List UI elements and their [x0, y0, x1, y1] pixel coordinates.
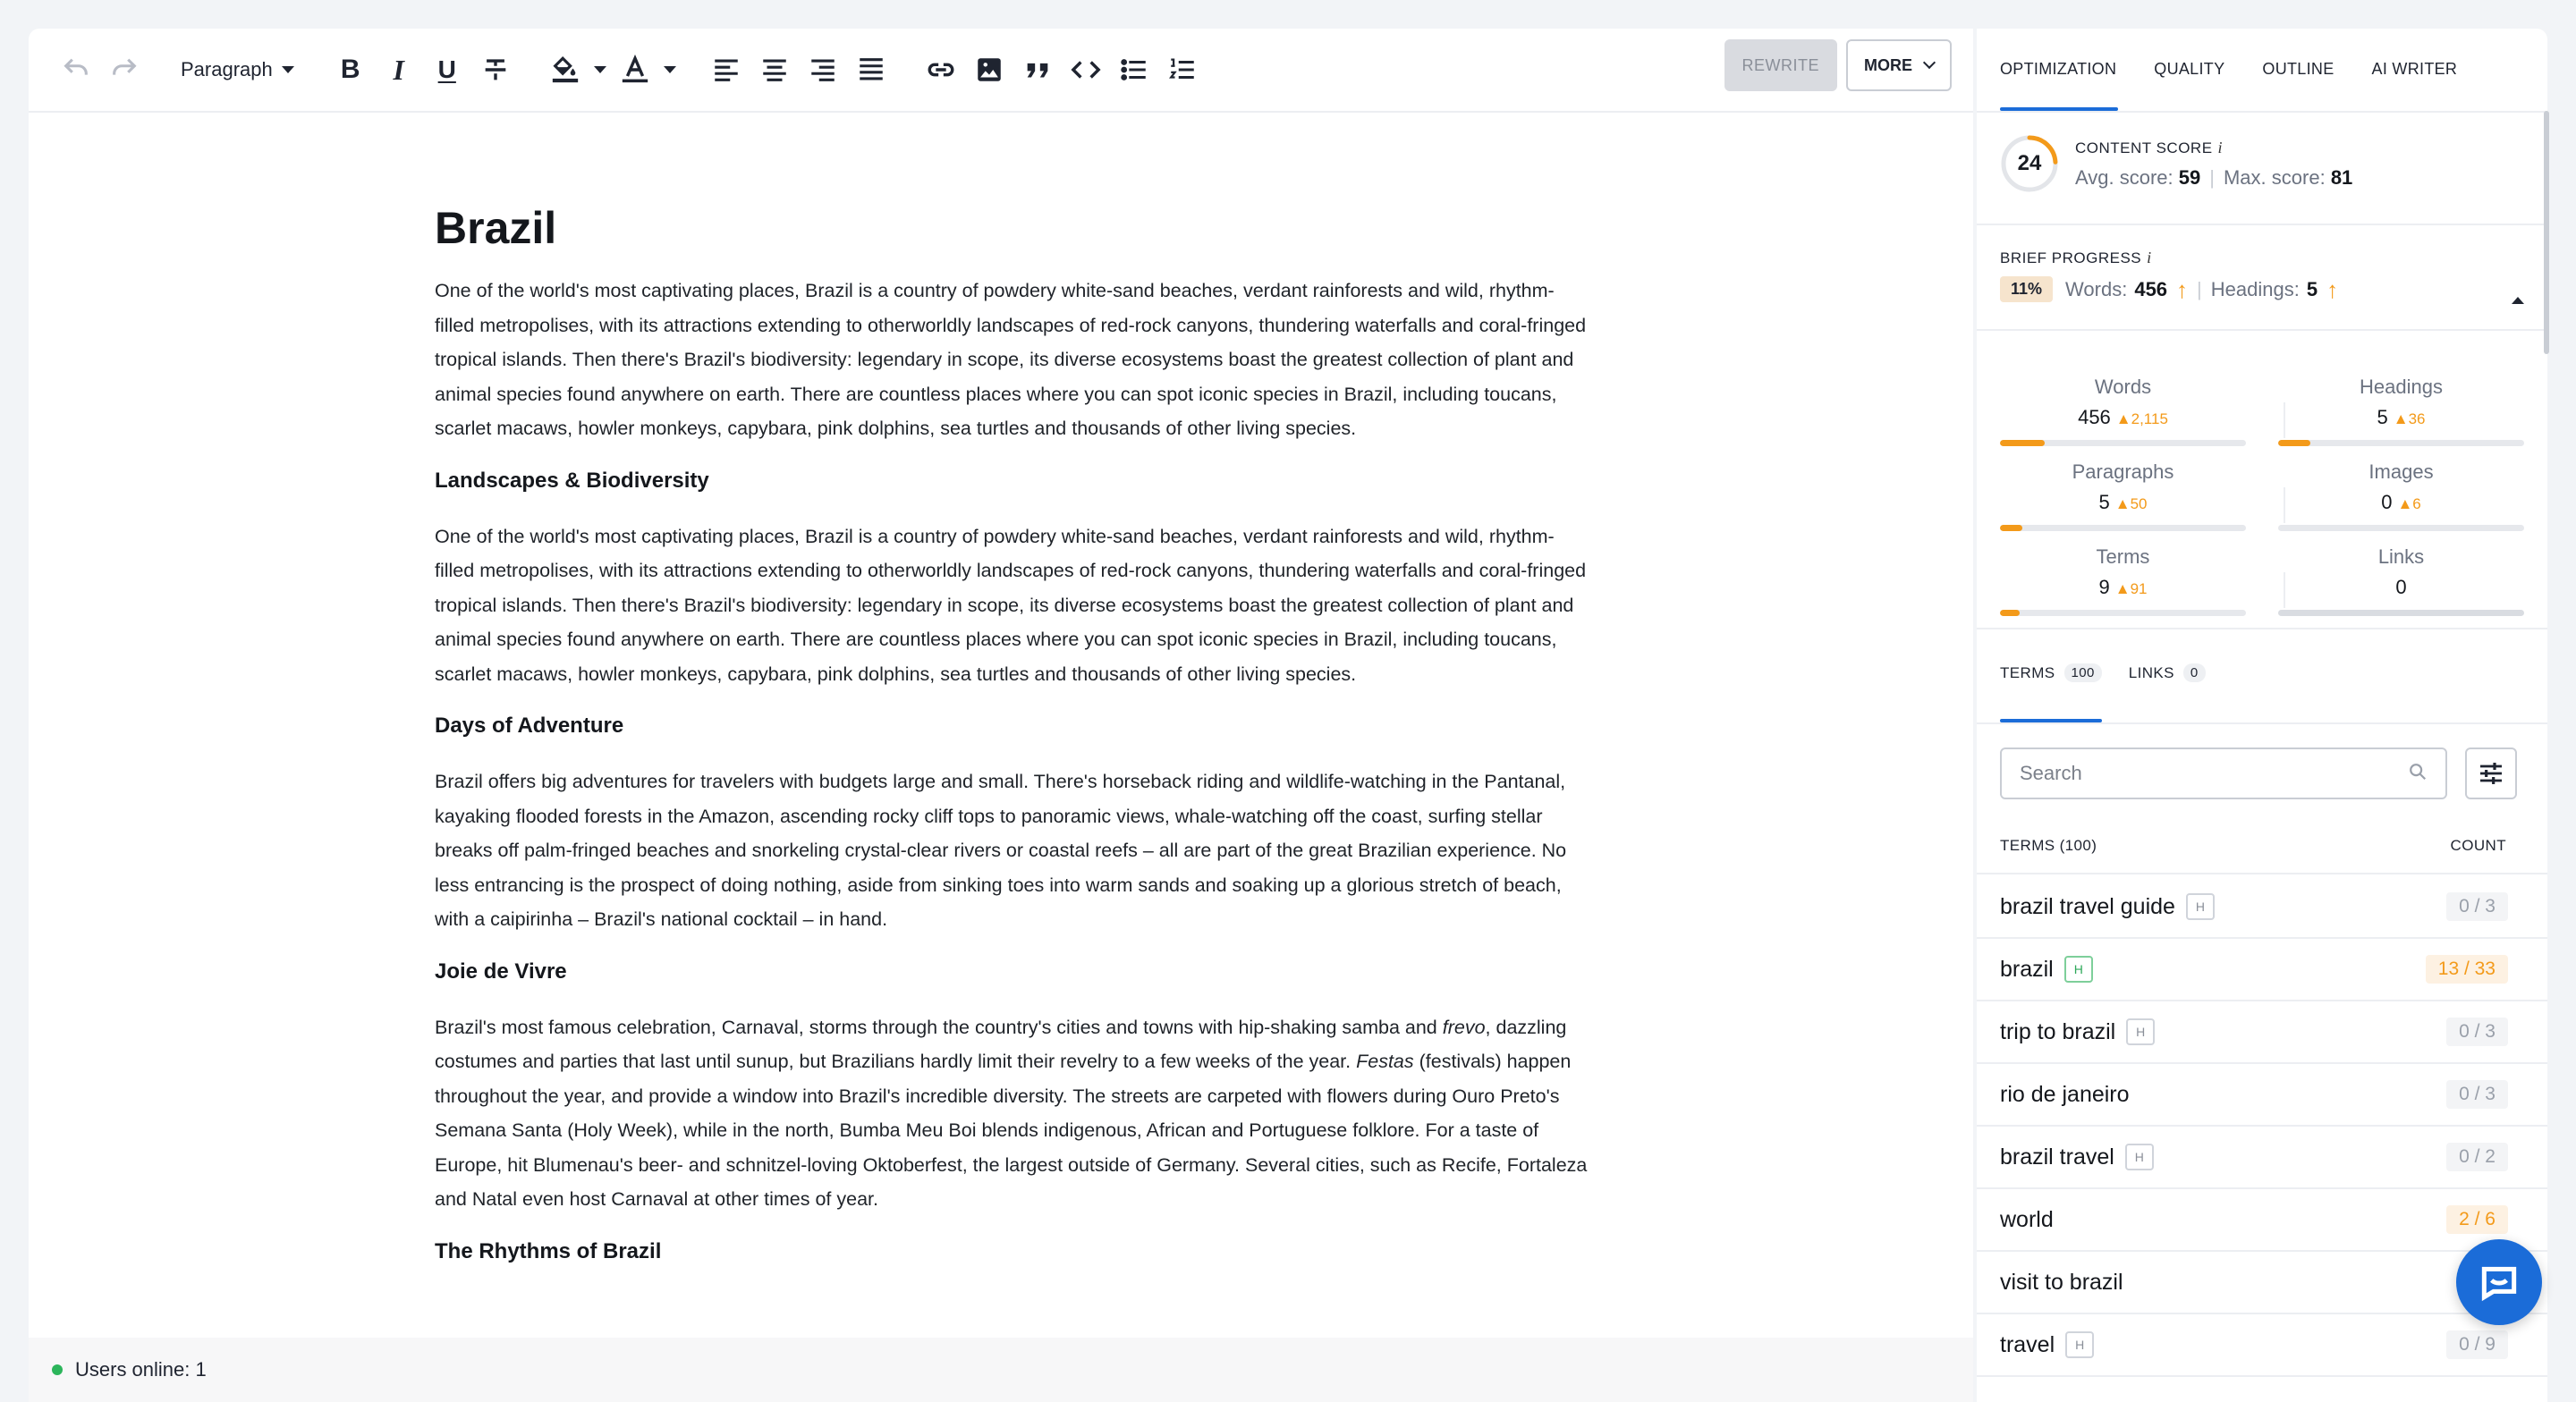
sliders-icon [2477, 759, 2505, 788]
editor-toolbar [29, 29, 1973, 113]
align-center-icon [759, 55, 790, 85]
max-score-label: Max. score: [2223, 165, 2326, 189]
more-button[interactable] [1846, 39, 1952, 91]
heading-badge: H [2125, 1144, 2154, 1170]
brief-progress-label: BRIEF PROGRESS [2000, 249, 2142, 266]
code-icon [1071, 55, 1101, 85]
brief-progress: BRIEF PROGRESS i 11% Words: 456 ↑ | Headings: 5 ↑ [2000, 249, 2524, 302]
italic-button[interactable] [375, 46, 423, 94]
term-name [2000, 1144, 2154, 1170]
info-icon[interactable]: i [2217, 138, 2224, 156]
term-label: brazil travel [2000, 1144, 2114, 1170]
term-count: 0 / 3 [2446, 1080, 2508, 1109]
term-name [2000, 1018, 2155, 1045]
brief-words-value: 456 [2134, 277, 2168, 300]
term-label: rio de janeiro [2000, 1081, 2130, 1107]
paragraph[interactable]: Brazil offers big adventures for travelers with budgets large and small. There's horseback riding and wildlife-watching in the Pantanal, kayaking flooded forests in the Amazon, ascending rocky cliff tops to panoramic views, whale-watching off the coast, surfing stellar breaks off palm-fringed beaches and snorkeling crystal-clear rivers or coastal reefs – all are part of the great Brazilian experience. No less entrancing is the prospect of doing nothing, aside from sinking toes into warm sands and soaking up a glorious stretch of beach, with a caipirinha – Brazil's national cocktail – in hand. [435, 771, 1567, 930]
term-count: 0 / 2 [2446, 1143, 2508, 1171]
progress-bar [2278, 610, 2524, 616]
text-run: Brazil's most famous celebration, Carnaval, storms through the country's cities and towns with hip-shaking samba and [435, 1016, 1443, 1038]
brief-words-label: Words: [2065, 277, 2128, 300]
term-name [2000, 1082, 2130, 1108]
underline-button[interactable] [423, 46, 471, 94]
tab-optimization[interactable]: OPTIMIZATION [2000, 59, 2117, 78]
term-label: trip to brazil [2000, 1018, 2116, 1044]
panel-scrollbar[interactable] [2544, 111, 2549, 354]
text-run: (festivals) happen throughout the year, and provide a window into Brazil's incredible diversity. The streets are carpeted with flowers during Ouro Preto's Semana Santa (Holy Week), while in the north, Bumba Meu Boi blends indigenous, African and Portuguese folklore. For a taste of Europe, hit Blumenau's beer- and schnitzel-loving Oktoberfest, the largest outside of Germany. Several cities, such as Recife, Fortaleza and Natal even host Carnaval at other times of year. [435, 1051, 1588, 1210]
stat-terms: Terms 9 ▲91 [2000, 545, 2262, 630]
redo-button[interactable] [100, 46, 148, 94]
term-count: 13 / 33 [2426, 955, 2508, 984]
paragraph-style-label: Paragraph [181, 58, 273, 80]
align-center-button[interactable] [750, 46, 799, 94]
rewrite-button[interactable]: REWRITE [1724, 39, 1838, 91]
progress-bar [2278, 440, 2524, 446]
term-row[interactable] [1977, 939, 2547, 1001]
heading[interactable]: Days of Adventure [435, 714, 624, 738]
heading[interactable]: The Rhythms of Brazil [435, 1238, 662, 1263]
terms-search [2000, 747, 2447, 799]
heading[interactable]: Landscapes & Biodiversity [435, 468, 709, 493]
search-icon [2408, 762, 2428, 786]
content-score: 24 CONTENT SCORE i Avg. score: 59 | Max. score: 81 [2000, 134, 2352, 193]
more-label: MORE [1864, 55, 1912, 74]
arrow-up-icon: ↑ [2176, 275, 2189, 303]
numbered-list-icon [1167, 55, 1198, 85]
term-row[interactable] [1977, 1064, 2547, 1127]
status-bar [29, 1338, 1973, 1402]
tab-ai-writer[interactable]: AI WRITER [2371, 59, 2458, 78]
online-indicator-icon [52, 1364, 63, 1375]
tab-terms[interactable]: TERMS 100 [2000, 663, 2102, 682]
bold-button[interactable] [326, 46, 375, 94]
paragraph[interactable]: One of the world's most captivating places, Brazil is a country of powdery white-sand beaches, verdant rainforests and wild, rhythm-filled metropolises, with its attractions extending to otherworldly landscapes of red-rock canyons, thundering waterfalls and coral-fringed tropical islands. Then there's Brazil's biodiversity: legendary in scope, its diverse ecosystems boast the greatest collection of plant and animal species found anywhere on earth. There are countless places where you can spot iconic species in Brazil, including toucans, scarlet macaws, howler monkeys, capybara, pink dolphins, sea turtles and thousands of other living species. [435, 280, 1587, 439]
heading-badge: H [2064, 956, 2093, 983]
brief-percent-badge: 11% [2000, 276, 2053, 302]
collapse-caret-icon[interactable] [2512, 297, 2524, 304]
tab-links[interactable]: LINKS 0 [2129, 663, 2206, 682]
term-count: 2 / 6 [2446, 1205, 2508, 1234]
fill-color-icon [550, 55, 580, 85]
text-color-dropdown[interactable] [659, 46, 681, 94]
brief-headings-label: Headings: [2210, 277, 2300, 300]
term-count: 0 / 9 [2446, 1330, 2508, 1359]
term-name [2000, 1331, 2094, 1358]
term-name [2000, 956, 2093, 983]
stat-words: Words 456 ▲2,115 [2000, 376, 2262, 460]
brief-stats [2000, 376, 2524, 630]
caret-down-icon [594, 66, 606, 73]
numbered-list-button[interactable] [1158, 46, 1207, 94]
strikethrough-icon [480, 55, 511, 85]
filter-button[interactable] [2465, 747, 2517, 799]
search-input[interactable] [2020, 762, 2408, 785]
progress-bar [2278, 525, 2524, 531]
panel-tabs [1977, 29, 2547, 109]
stat-images: Images 0 ▲6 [2262, 460, 2524, 545]
term-row[interactable] [1977, 1001, 2547, 1064]
italic-icon: I [393, 53, 404, 86]
chevron-down-icon [1923, 56, 1936, 69]
image-button[interactable] [965, 46, 1013, 94]
paragraph[interactable] [435, 1010, 1589, 1217]
align-right-button[interactable] [799, 46, 847, 94]
text-color-button[interactable] [611, 46, 659, 94]
term-label: world [2000, 1206, 2054, 1232]
term-label: brazil travel guide [2000, 893, 2175, 919]
strikethrough-button[interactable] [471, 46, 520, 94]
term-row[interactable] [1977, 1314, 2547, 1377]
score-ring [2000, 134, 2059, 193]
term-row[interactable] [1977, 876, 2547, 939]
term-name [2000, 1207, 2054, 1233]
term-row[interactable] [1977, 1127, 2547, 1189]
editor-pane [29, 29, 1973, 1402]
bullet-list-icon [1119, 55, 1149, 85]
term-label: travel [2000, 1331, 2055, 1357]
align-justify-button[interactable] [847, 46, 895, 94]
max-score-value: 81 [2330, 165, 2353, 189]
paragraph-style-dropdown[interactable] [170, 46, 305, 94]
bold-icon: B [340, 55, 360, 84]
underline-icon: U [437, 55, 456, 83]
info-icon[interactable]: i [2147, 249, 2152, 266]
redo-icon [109, 55, 140, 85]
undo-icon [61, 55, 91, 85]
document-body[interactable] [435, 118, 1589, 1267]
fill-color-dropdown[interactable] [589, 46, 611, 94]
paragraph[interactable]: One of the world's most captivating places, Brazil is a country of powdery white-sand beaches, verdant rainforests and wild, rhythm-filled metropolises, with its attractions extending to otherworldly landscapes of red-rock canyons, thundering waterfalls and coral-fringed tropical islands. Then there's Brazil's biodiversity: legendary in scope, its diverse ecosystems boast the greatest collection of plant and animal species found anywhere on earth. There are countless places where you can spot iconic species in Brazil, including toucans, scarlet macaws, howler monkeys, capybara, pink dolphins, sea turtles and thousands of other living species. [435, 525, 1587, 685]
tab-outline[interactable]: OUTLINE [2262, 59, 2334, 78]
italic-text: frevo [1442, 1016, 1486, 1038]
quote-button[interactable] [1013, 46, 1062, 94]
align-justify-icon [856, 55, 886, 85]
arrow-up-icon: ↑ [2326, 275, 2339, 303]
term-name [2000, 1270, 2123, 1296]
term-count: 0 / 3 [2446, 892, 2508, 921]
text-run: , dazzling costumes and parties that last until sunup, but Brazilians hardly limit their revelry to a few weeks of the year. [435, 1016, 1567, 1072]
count-column-header[interactable]: COUNT [2450, 837, 2506, 854]
heading[interactable]: Joie de Vivre [435, 959, 567, 984]
score-value: 24 [2017, 151, 2042, 175]
term-label: brazil [2000, 956, 2054, 982]
tab-quality[interactable]: QUALITY [2154, 59, 2225, 78]
document-title[interactable]: Brazil [435, 203, 557, 253]
term-name [2000, 893, 2215, 920]
undo-button[interactable] [52, 46, 100, 94]
term-count: 0 / 3 [2446, 1018, 2508, 1046]
link-button[interactable] [917, 46, 965, 94]
terms-table-header [1977, 819, 2547, 874]
terms-links-tabs [2000, 663, 2206, 682]
progress-bar [2000, 610, 2246, 616]
term-row[interactable] [1977, 1189, 2547, 1252]
chat-button[interactable] [2456, 1239, 2542, 1325]
avg-score-label: Avg. score: [2075, 165, 2174, 189]
chat-icon [2477, 1260, 2521, 1305]
content-score-label: CONTENT SCORE [2075, 139, 2213, 156]
stat-headings: Headings 5 ▲36 [2262, 376, 2524, 460]
term-label: visit to brazil [2000, 1269, 2123, 1295]
progress-bar [2000, 525, 2246, 531]
text-color-icon [620, 55, 650, 85]
link-icon [926, 55, 956, 85]
heading-badge: H [2065, 1331, 2094, 1358]
caret-down-icon [664, 66, 676, 73]
quote-icon [1022, 55, 1053, 85]
align-left-button[interactable] [702, 46, 750, 94]
italic-text: Festas [1356, 1051, 1414, 1072]
bullet-list-button[interactable] [1110, 46, 1158, 94]
align-right-icon [808, 55, 838, 85]
heading-badge: H [2186, 893, 2215, 920]
stat-links: Links 0 [2262, 545, 2524, 630]
terms-column-header: TERMS (100) [2000, 837, 2097, 854]
align-left-icon [711, 55, 741, 85]
progress-bar [2000, 440, 2246, 446]
image-icon [974, 55, 1004, 85]
avg-score-value: 59 [2178, 165, 2201, 189]
fill-color-button[interactable] [541, 46, 589, 94]
users-online-text: Users online: 1 [75, 1358, 207, 1381]
brief-headings-value: 5 [2306, 277, 2318, 300]
heading-badge: H [2126, 1018, 2155, 1045]
code-button[interactable] [1062, 46, 1110, 94]
stat-paragraphs: Paragraphs 5 ▲50 [2000, 460, 2262, 545]
optimization-panel [1977, 29, 2547, 1402]
caret-down-icon [282, 66, 294, 73]
